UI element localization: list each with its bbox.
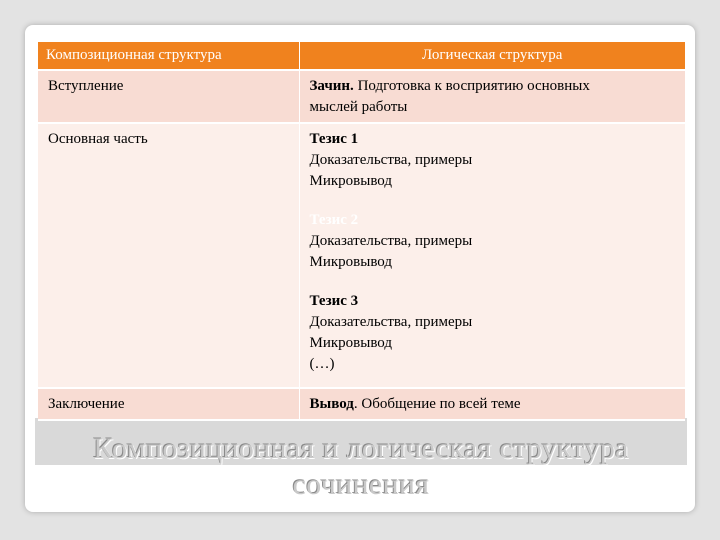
cell-part-conclusion — [38, 388, 299, 420]
logic-keyword: Вывод — [309, 396, 354, 412]
header-logic: Логическая структура — [299, 42, 685, 70]
cell-part-intro — [38, 70, 299, 123]
table-row-conclusion — [38, 388, 685, 420]
cell-part-main — [38, 123, 299, 388]
thesis-1-evidence: Доказательства, примеры — [309, 152, 473, 168]
thesis-1-title: Тезис 1 — [309, 131, 359, 147]
cell-logic-conclusion — [299, 388, 685, 420]
logic-text: Подготовка к восприятию основных — [353, 78, 590, 94]
structure-table — [38, 42, 685, 421]
logic-text: . Обобщение по всей теме — [353, 396, 521, 412]
thesis-2-evidence: Доказательства, примеры — [309, 233, 473, 249]
table-row-intro — [38, 70, 685, 123]
logic-line-1 — [310, 76, 678, 97]
thesis-3-evidence: Доказательства, примеры — [309, 314, 473, 330]
thesis-3-conclusion: Микровывод — [309, 335, 392, 351]
ellipsis: (…) — [309, 356, 335, 372]
slide-title-line-1: Композиционная и логическая структура — [93, 432, 629, 465]
slide-title — [35, 431, 687, 503]
thesis-3-title: Тезис 3 — [309, 293, 359, 309]
thesis-1-conclusion: Микровывод — [309, 173, 392, 189]
table-header-row — [38, 42, 685, 70]
cell-logic-intro — [299, 70, 685, 123]
part-label: Основная часть — [48, 131, 148, 147]
slide-title-line-2: сочинения — [292, 468, 430, 501]
part-label: Вступление — [48, 78, 124, 94]
cell-logic-main — [299, 123, 685, 388]
header-composition: Композиционная структура — [38, 42, 299, 70]
part-label: Заключение — [48, 396, 125, 412]
logic-keyword: Зачин. — [309, 78, 354, 94]
logic-line-2: мыслей работы — [309, 99, 408, 115]
thesis-2-title: Тезис 2 — [309, 212, 359, 228]
table-row-main — [38, 123, 685, 388]
thesis-2-conclusion: Микровывод — [309, 254, 392, 270]
